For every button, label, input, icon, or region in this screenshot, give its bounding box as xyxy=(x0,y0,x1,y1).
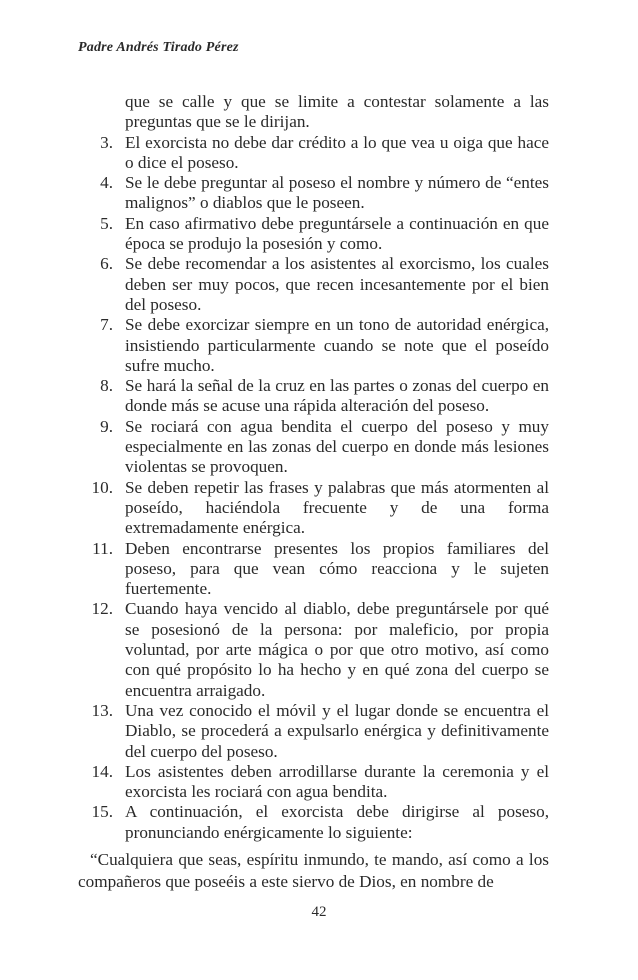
item-text: Se debe recomendar a los asistentes al exorcismo, los cuales deben ser muy pocos, que recen incesantemente por el bien del poseso. xyxy=(125,254,549,314)
item-text: Se debe exorcizar siempre en un tono de autoridad enérgica, insistiendo particularmente cuando se note que el poseído sufre mucho. xyxy=(125,315,549,375)
list-item xyxy=(78,539,549,600)
item-number: 10. xyxy=(91,477,113,497)
item-text: En caso afirmativo debe preguntársele a continuación en que época se produjo la posesión y como. xyxy=(125,213,549,254)
list-item xyxy=(78,254,549,315)
item-number: 6. xyxy=(100,254,113,274)
item-number: 9. xyxy=(100,416,113,436)
list-item xyxy=(78,802,549,843)
item-number: 11. xyxy=(92,538,113,558)
quoted-paragraph: “Cualquiera que seas, espíritu inmundo, te mando, así como a los compañeros que poseéis a este siervo de Dios, en nombre de xyxy=(78,850,549,891)
item-text: Se deben repetir las frases y palabras que más atormenten al poseído, haciéndola frecuente y de una forma extremadamente enérgica. xyxy=(125,477,549,538)
item-number: 12. xyxy=(91,599,113,619)
list-item xyxy=(78,92,549,133)
item-text: Cuando haya vencido al diablo, debe preguntársele por qué se posesionó de la persona: por maleficio, por propia voluntad, por arte mágica o por que otro motivo, así como con qué propósito lo ha hecho y en qué zona del cuerpo se encuentra arraigado. xyxy=(125,599,549,700)
item-text: Se rociará con agua bendita el cuerpo del poseso y muy especialmente en las zonas del cuerpo en donde más lesiones violentas se provoquen. xyxy=(125,416,549,477)
list-item xyxy=(78,417,549,478)
item-text: Una vez conocido el móvil y el lugar donde se encuentra el Diablo, se procederá a expulsarlo enérgica y definitivamente del cuerpo del poseso. xyxy=(125,700,549,761)
list-item xyxy=(78,214,549,255)
item-number: 13. xyxy=(91,700,113,720)
list-item xyxy=(78,762,549,803)
list-item xyxy=(78,599,549,700)
list-item xyxy=(78,376,549,417)
page-number: 42 xyxy=(311,904,327,920)
item-number: 5. xyxy=(100,213,113,233)
item-number: 14. xyxy=(91,761,113,781)
item-text: Se hará la señal de la cruz en las partes o zonas del cuerpo en donde más se acuse una rápida alteración del poseso. xyxy=(125,376,549,416)
list-item xyxy=(78,173,549,214)
item-text: Se le debe preguntar al poseso el nombre y número de “entes malignos” o diablos que le poseen. xyxy=(125,173,549,213)
item-text: Deben encontrarse presentes los propios familiares del poseso, para que vean cómo reacciona y le sujeten fuertemente. xyxy=(125,538,549,599)
item-text: que se calle y que se limite a contestar solamente a las preguntas que se le dirijan. xyxy=(125,92,549,132)
list-item xyxy=(78,478,549,539)
item-number: 3. xyxy=(100,132,113,152)
list-item xyxy=(78,315,549,376)
item-number: 8. xyxy=(100,376,113,396)
item-number: 15. xyxy=(91,802,113,822)
list-item xyxy=(78,133,549,174)
item-text: El exorcista no debe dar crédito a lo que vea u oiga que hace o dice el poseso. xyxy=(125,132,549,172)
list-item xyxy=(78,701,549,762)
item-number: 7. xyxy=(100,315,113,335)
instruction-list xyxy=(78,92,549,843)
item-text: A continuación, el exorcista debe dirigirse al poseso, pronunciando enérgicamente lo siguiente: xyxy=(125,802,549,842)
running-header: Padre Andrés Tirado Pérez xyxy=(78,40,239,55)
item-text: Los asistentes deben arrodillarse durante la ceremonia y el exorcista les rociará con agua bendita. xyxy=(125,761,549,802)
item-number: 4. xyxy=(100,173,113,193)
